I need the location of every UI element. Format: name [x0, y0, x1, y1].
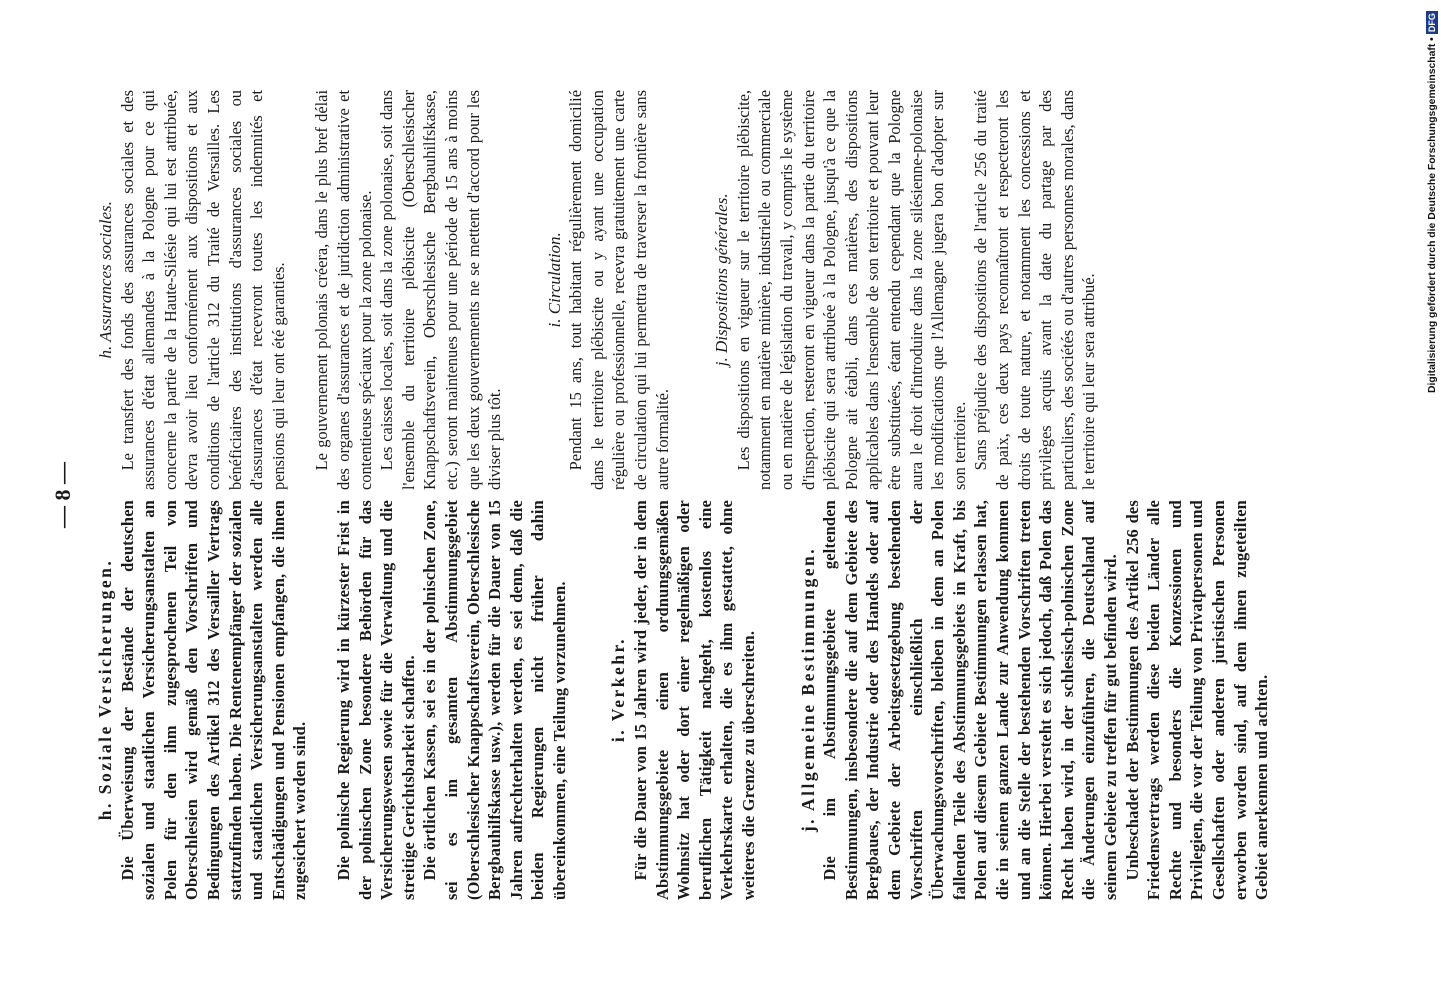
section-h-paragraph-3-fr: Les caisses locales, soit dans la zone polonaise, soit dans l'ensemble du territoire plébiscite (Oberschlesischer Knappschaftsverein, Oberschlesische Bergbauhilfskasse, etc.) seront maintenues pour une période de 15 ans à moins que les deux gouvernements ne se mettent d'accord pour les diviser plus tôt.: [377, 90, 505, 490]
section-i-paragraph-1-fr: Pendant 15 ans, tout habitant régulièrement domicilié dans le territoire plébiscite ou y ayant une occupation régulière ou professionnelle, recevra gratuitement une carte de circulation qui lui permettra de traverser la frontière sans autre formalité.: [566, 90, 672, 490]
section-h-title-fr: h. Assurances sociales.: [96, 201, 115, 359]
section-h-paragraph-3-de: Die örtlichen Kassen, sei es in der polnischen Zone, sei es im gesamten Abstimmungsgebiet (Oberschlesischer Knappschaftsverein, Oberschlesische Bergbauhilfskasse usw.), werden für die Dauer von 15 Jahren aufrechterhalten werden, es sei denn, daß die beiden Regierungen nicht früher dahin übereinkommen, eine Teilung vorzunehmen.: [420, 500, 569, 900]
section-j-paragraph-1-de: Die im Abstimmungsgebiete geltenden Bestimmungen, insbesondere die auf dem Gebiete des Bergbaues, der Industrie oder des Handels oder auf dem Gebiete der Arbeitsgesetzgebung bestehenden Vorschriften einschließlich der Überwachungsvorschriften, bleiben in dem an Polen fallenden Teile des Abstimmungsgebiets in Kraft, bis Polen auf diesem Gebiete Bestimmungen erlassen hat, die in seinem ganzen Lande zur Anwendung kommen und an die Stelle der bestehenden Vorschriften treten können. Hierbei versteht es sich jedoch, daß Polen das Recht haben wird, in der schlesisch-polnischen Zone die Änderungen einzuführen, die Deutschland auf seinem Gebiete zu treffen für gut befinden wird.: [820, 500, 1120, 900]
section-h-paragraph-1-fr: Le transfert des fonds des assurances sociales et des assurances d'état allemandes à la Pologne pour ce qui concerne la partie de la Haute-Silésie qui lui est attribuée, devra avoir lieu conformément aux dispositions et aux conditions de l'article 312 du Traité de Versailles. Les bénéficiaires des institutions d'assurances sociales ou d'assurances d'état recevront toutes les indemnités et pensions qui leur ont été garanties.: [117, 90, 288, 490]
section-h-title-de: h. Soziale Versicherungen.: [95, 558, 115, 821]
section-h-paragraph-2-fr: Le gouvernement polonais créera, dans le plus bref délai des organes d'assurances et de juridiction administrative et contentieuse spéciaux pour la zone polonaise.: [312, 90, 375, 490]
section-j-paragraph-1-fr: Les dispositions en vigueur sur le territoire plébiscite, notamment en matière minière, industrielle ou commerciale ou en matière de législation du travail, y compris le système d'inspection, resteront en vigueur dans la partie du territoire plébiscite qui sera attribuée à la Pologne, jusqu'à ce que la Pologne ait établi, dans ces matières, des dispositions applicables dans l'ensemble de son territoire et pouvant leur être substituées, étant entendu cependant que la Pologne aura le droit d'introduire dans la zone silésienne-polonaise les modifications que l'Allemagne jugera bon d'adopter sur son territoire.: [733, 90, 969, 490]
section-i-title-fr: i. Circulation.: [544, 232, 564, 328]
section-i-paragraph-1-de: Für die Dauer von 15 Jahren wird jeder, der in dem Abstimmungsgebiete einen ordnungsgemäßen Wohnsitz hat oder dort einer regelmäßigen oder beruflichen Tätigkeit nachgeht, kostenlos eine Verkehrskarte erhalten, die es ihm gestattet, ohne weiteres die Grenze zu überschreiten.: [631, 500, 759, 900]
section-i-title-de: i. Verkehr.: [608, 636, 629, 743]
digitization-note: Digitalisierung gefördert durch die Deutsche Forschungsgemeinschaft •: [1427, 37, 1438, 393]
section-h-paragraph-2-de: Die polnische Regierung wird in kürzester Frist in der polnischen Zone besondere Behörden für das Versicherungswesen sowie für die Verwaltung und die streitige Gerichtsbarkeit schaffen.: [333, 500, 418, 900]
dfg-logo: DFG: [1427, 13, 1437, 33]
section-h-paragraph-1-de: Die Überweisung der Bestände der deutschen sozialen und staatlichen Versicherungsanstalten an Polen für den ihm zugesprochenen Teil von Oberschlesien wird gemäß den Vorschriften und Bedingungen des Artikel 312 des Versailler Vertrags stattzufinden haben. Die Rentenempfänger der sozialen und staatlichen Versicherungsanstalten werden alle Entschädigungen und Pensionen empfangen, die ihnen zugesichert worden sind.: [117, 500, 310, 900]
section-j-title-de: j. Allgemeine Bestimmungen.: [797, 546, 818, 833]
section-j-paragraph-2-fr: Sans préjudice des dispositions de l'article 256 du traité de paix, ces deux pays reconnaîtront et respecteront les droits de toute nature, et notamment les concessions et privilèges acquis avant la date du partage par des particuliers, des sociétés ou d'autres personnes morales, dans le territoire qui leur sera attribué.: [971, 90, 1099, 490]
french-column: [95, 90, 1100, 490]
digitization-credit: [1425, 8, 1441, 393]
section-j-paragraph-2-de: Unbeschadet der Bestimmungen des Artikel 256 des Friedensvertrags werden diese beiden Länder alle Rechte und besonders die Konzessionen und Privilegien, die vor der Teilung von Privatpersonen und Gesellschaften oder anderen juristischen Personen erworben worden sind, auf dem ihnen zugeteilten Gebiet anerkennen und achten.: [1122, 500, 1272, 900]
german-column: [95, 500, 1273, 900]
section-j-title-fr: j. Dispositions générales.: [712, 193, 732, 367]
page-number: — 8 —: [50, 462, 75, 528]
